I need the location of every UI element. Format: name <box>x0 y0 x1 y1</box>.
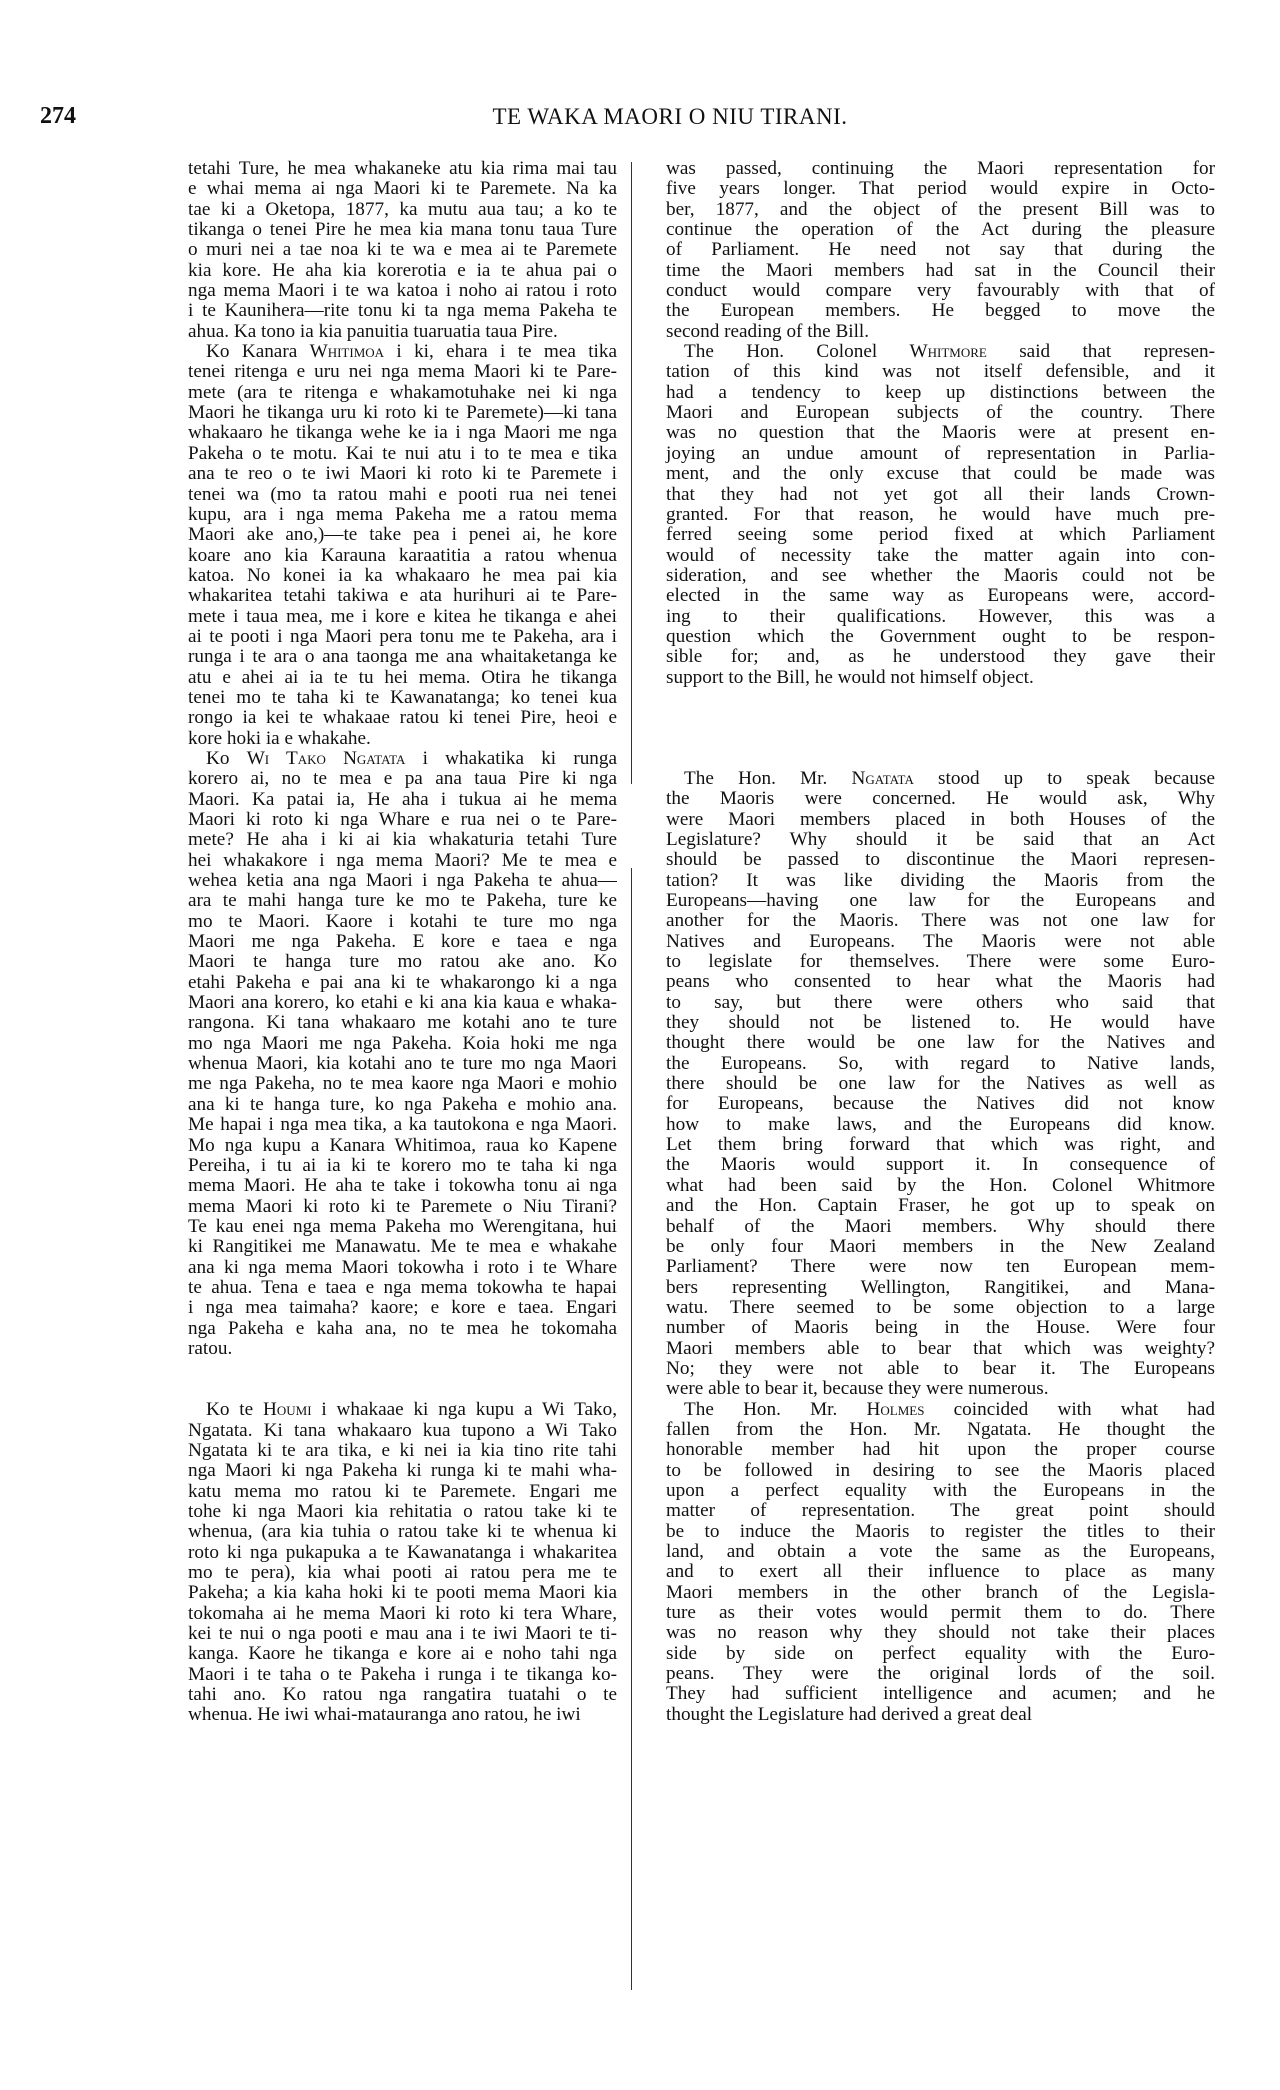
text-line: bers representing Wellington, Rangitikei, and Mana- <box>666 1277 1215 1298</box>
text-line: Mo nga kupu a Kanara Whitimoa, raua ko Kapene <box>188 1135 617 1156</box>
text-line: whakaritea tetahi takiwa e ata hurihuri ai te Pare- <box>188 586 617 607</box>
line-text: said that represen- <box>986 342 1215 363</box>
text-line: elected in the same way as Europeans were, accord- <box>666 586 1215 607</box>
text-line: kupu, ara i nga mema Pakeha me a ratou mema <box>188 504 617 525</box>
text-line: tation? It was like dividing the Maoris from the <box>666 870 1215 891</box>
text-line: whakaaro he tikanga wehe ke ia i nga Maori me nga <box>188 423 617 444</box>
text-line: be to induce the Maoris to register the titles to their <box>666 1521 1215 1542</box>
text-line: mema Maori ki roto ki te Paremete o Niu Tirani? <box>188 1196 617 1217</box>
text-line <box>643 342 1215 362</box>
text-line: Maori ki roto ki nga Whare e rua nei o te Pare- <box>188 810 617 830</box>
text-line: and to exert all their influence to place as many <box>666 1562 1215 1583</box>
text-line: what had been said by the Hon. Colonel Whitmore <box>666 1175 1215 1196</box>
text-line: the Europeans. So, with regard to Native lands, <box>666 1053 1215 1074</box>
text-line: whenua. He iwi whai-matauranga ano ratou, he iwi <box>188 1705 581 1726</box>
line-text: stood up to speak because <box>913 768 1215 789</box>
text-line: roto ki nga pukapuka a te Kawanatanga i whakaritea <box>188 1542 617 1563</box>
text-line: and the Hon. Captain Fraser, he got up to speak on <box>666 1196 1215 1217</box>
text-line: me nga Pakeha, no te mea kaore nga Maori e mohio <box>188 1074 617 1095</box>
text-line: Legislature? Why should it be said that an Act <box>666 829 1215 850</box>
text-line: ture as their votes would permit them to do. There <box>666 1603 1215 1624</box>
text-line: was no reason why they should not take their places <box>666 1623 1215 1644</box>
text-line: Pereiha, i tu ai ia ki te korero mo te taha ki nga <box>188 1155 617 1176</box>
text-line: tae ki a Oketopa, 1877, ka mutu aua tau; a ko te <box>188 199 617 220</box>
speaker-prefix: Ko Kanara <box>206 342 310 363</box>
paragraph <box>165 749 617 1359</box>
text-line: i nga mea taimaha? kaore; e kore e taea. Engari <box>188 1298 617 1319</box>
text-line: second reading of the Bill. <box>666 321 870 342</box>
text-line: behalf of the Maori members. Why should there <box>666 1216 1215 1237</box>
text-line: mema Maori. He aha te take i tokowha tonu ai nga <box>188 1176 617 1197</box>
text-line <box>643 769 1215 789</box>
text-line: Me hapai i nga mea tika, a ka tautokona e nga Maori. <box>188 1115 617 1136</box>
text-line: nga mema Maori i te wa katoa i noho ai ratou i roto <box>188 281 617 302</box>
text-line: o muri nei a tae noa ki te wa e mea ai te Paremete <box>188 240 617 261</box>
text-line: tahi ano. Ko ratou nga rangatira tuatahi o te <box>188 1685 617 1706</box>
text-line: kei te nui o nga pooti e mau ana i te iwi Maori te ti- <box>188 1624 617 1645</box>
text-line: time the Maori members had sat in the Council their <box>666 260 1215 281</box>
speaker-name: Houmi <box>263 1400 312 1421</box>
speaker-name: Whitimoa <box>309 342 385 363</box>
paragraph <box>165 342 617 749</box>
text-line: there should be one law for the Natives as well as <box>666 1074 1215 1095</box>
speaker-prefix: The Hon. Colonel <box>684 342 910 363</box>
text-line: mo te pera), kia whai pooti ai ratou pera me te <box>188 1563 617 1584</box>
text-line: ana ki te hanga ture, ko nga Pakeha e mohio ana. <box>188 1094 617 1115</box>
text-line: another for the Maoris. There was not one law for <box>666 911 1215 932</box>
text-line: koare ano kia Karauna karaatitia a ratou whenua <box>188 545 617 566</box>
maori-text-column <box>165 159 617 1726</box>
text-line: whenua, (ara kia tuhia o ratou take ki te whenua ki <box>188 1522 617 1543</box>
speaker-name: Wi Tako Ngatata <box>246 748 406 769</box>
text-line: rangona. Ki tana whakaaro me kotahi ano te ture <box>188 1013 617 1034</box>
text-line: hei whakakore i nga mema Maori? Me te mea e <box>188 850 617 871</box>
text-line: te ahua. Tena e taea e nga mema tokowha te hapai <box>188 1277 617 1298</box>
running-head-title: TE WAKA MAORI O NIU TIRANI. <box>492 104 848 129</box>
text-line: to be followed in desiring to see the Maoris placed <box>666 1460 1215 1481</box>
text-line: ing to their qualifications. However, this was a <box>666 606 1215 627</box>
text-line: five years longer. That period would expire in Octo- <box>666 179 1215 200</box>
text-line: kia kore. He aha kia korerotia e ia te ahua pai o <box>188 260 617 281</box>
text-line: Maori me nga Pakeha. E kore e taea e nga <box>188 932 617 953</box>
text-line: ber, 1877, and the object of the present Bill was to <box>666 199 1215 220</box>
text-line: thought the Legislature had derived a great deal <box>666 1704 1033 1725</box>
text-line: they should not be listened to. He would have <box>666 1013 1215 1034</box>
paragraph <box>165 1400 617 1726</box>
text-line: Ngatata ki te ara tika, e ki nei ia kia tino rite tahi <box>188 1440 617 1461</box>
text-line: the European members. He begged to move the <box>666 301 1215 322</box>
text-line: that they had not yet got all their lands Crown- <box>666 484 1215 505</box>
text-line: mo te Maori. Kaore i kotahi te ture mo nga <box>188 911 617 932</box>
text-line: thought there would be one law for the Natives and <box>666 1033 1215 1054</box>
text-line: the Maoris were concerned. He would ask, Why <box>666 789 1215 810</box>
english-text-column <box>643 159 1215 1725</box>
line-text: i whakatika ki runga <box>405 748 617 769</box>
text-line: ferred seeing some period fixed at which Parliament <box>666 525 1215 546</box>
paragraph <box>643 342 1215 688</box>
speaker-name: Holmes <box>866 1399 925 1420</box>
text-line: tation of this kind was not itself defensible, and it <box>666 362 1215 383</box>
line-text: i whakaae ki nga kupu a Wi Tako, <box>311 1400 617 1421</box>
text-line: Te kau enei nga mema Pakeha mo Werengitana, hui <box>188 1216 617 1237</box>
text-line: be only four Maori members in the New Zealand <box>666 1236 1215 1257</box>
text-line: Maori i te taha o te Pakeha i runga i te tikanga ko- <box>188 1664 617 1685</box>
text-line: kore hoki ia e whakahe. <box>188 728 371 749</box>
text-line: Maori members able to bear that which was weighty? <box>666 1338 1215 1359</box>
text-line: Maori and European subjects of the country. There <box>666 403 1215 424</box>
text-line: of Parliament. He need not say that during the <box>666 240 1215 261</box>
speaker-prefix: The Hon. Mr. <box>684 768 852 789</box>
text-line: mete i taua mea, me i kore e kitea he tikanga e ahei <box>188 606 617 627</box>
text-line: Ngatata. Ki tana whakaaro kua tupono a Wi Tako <box>188 1420 617 1441</box>
text-line: ana ki nga mema Maori tokowha i roto i te Whare <box>188 1257 617 1278</box>
column-divider <box>631 868 632 1990</box>
speaker-prefix: The Hon. Mr. <box>684 1399 867 1420</box>
text-line: ai te pooti i nga Maori pera tonu me te Pakeha, ara i <box>188 626 617 647</box>
text-line: joying an undue amount of representation in Parlia- <box>666 443 1215 464</box>
column-gap <box>165 1359 617 1400</box>
text-line: the Maoris would support it. In consequence of <box>666 1155 1215 1176</box>
text-line: tenei mo te taha ki te Kawanatanga; ko tenei kua <box>188 687 617 708</box>
text-line: sible for; and, as he understood they gave their <box>666 647 1215 668</box>
text-line: how to make laws, and the Europeans did know. <box>666 1114 1215 1135</box>
text-line: i te Kaunihera—rite tonu ki ta nga mema Pakeha te <box>188 301 617 322</box>
page-number: 274 <box>40 103 76 129</box>
paragraph <box>165 159 617 342</box>
line-text: i ki, ehara i te mea tika <box>384 342 617 363</box>
text-line: korero ai, no te mea e pa ana taua Pire ki nga <box>188 769 617 790</box>
text-line: number of Maoris being in the House. Were four <box>666 1318 1215 1339</box>
text-line: had a tendency to keep up distinctions between the <box>666 382 1215 403</box>
text-line: upon a perfect equality with the Europeans in the <box>666 1480 1215 1501</box>
paragraph <box>643 769 1215 1400</box>
text-line: watu. There seemed to be some objection to a large <box>666 1297 1215 1318</box>
text-line: were able to bear it, because they were numerous. <box>666 1379 1049 1400</box>
text-line: should be passed to discontinue the Maori represen- <box>666 850 1215 871</box>
text-line: tetahi Ture, he mea whakaneke atu kia rima mai tau <box>188 159 617 179</box>
text-line: Let them bring forward that which was right, and <box>666 1135 1215 1156</box>
text-line: support to the Bill, he would not himself object. <box>666 667 1034 688</box>
text-line: Maori he tikanga uru ki roto ki te Paremete)—ki tana <box>188 403 617 424</box>
text-line: Natives and Europeans. The Maoris were not able <box>666 931 1215 952</box>
text-line: tohe ki nga Maori kia rehitatia o ratou take ki te <box>188 1502 617 1522</box>
text-line: mo nga Maori me nga Pakeha. Koia hoki me nga <box>188 1033 617 1054</box>
text-line: honorable member had hit upon the proper course <box>666 1440 1215 1461</box>
text-line: ratou. <box>188 1338 233 1359</box>
text-line: to legislate for themselves. There were some Euro- <box>666 952 1215 973</box>
speaker-name: Whitmore <box>909 342 987 363</box>
text-line: atu e ahei ai ia te tu hei mema. Otira he tikanga <box>188 667 617 688</box>
text-line: peans. They were the original lords of the soil. <box>666 1664 1215 1685</box>
text-line <box>165 1400 617 1420</box>
paragraph <box>643 159 1215 342</box>
text-line: ahua. Ka tono ia kia panuitia tuaruatia taua Pire. <box>188 321 558 342</box>
text-line <box>165 749 617 769</box>
text-line: Pakeha o te motu. Kai te nui atu i to te mea e tika <box>188 443 617 464</box>
text-line: e whai mema ai nga Maori ki te Paremete. Na ka <box>188 179 617 200</box>
text-line: tenei ritenga e uru nei nga mema Maori ki te Pare- <box>188 362 617 383</box>
text-line: They had sufficient intelligence and acumen; and he <box>666 1684 1215 1705</box>
speaker-prefix: Ko te <box>206 1400 263 1421</box>
text-line: Maori ake ano,)—te take pea i penei ai, he kore <box>188 525 617 546</box>
text-line: ki Rangitikei me Manawatu. Me te mea e whakahe <box>188 1237 617 1258</box>
text-line: land, and obtain a vote the same as the Europeans, <box>666 1542 1215 1562</box>
text-line: mete (ara te ritenga e whakamotuhake nei ki nga <box>188 382 617 403</box>
text-line: runga i te ara o ana taonga me ana whaitaketanga ke <box>188 647 617 668</box>
text-line: nga Maori ki nga Pakeha ki runga ki te mahi wha- <box>188 1461 617 1482</box>
text-line <box>643 1400 1215 1420</box>
text-line: etahi Pakeha e pai ana ki te whakarongo ki a nga <box>188 972 617 993</box>
column-gap <box>643 688 1215 769</box>
text-line: continue the operation of the Act during the pleasure <box>666 220 1215 241</box>
line-text: coincided with what had <box>924 1399 1215 1420</box>
text-line: was no question that the Maoris were at present en- <box>666 423 1215 444</box>
text-line: tokomaha ai he mema Maori ki roto ki tera Whare, <box>188 1603 617 1624</box>
text-line: kanga. Kaore he tikanga e kore ai e noho tahi nga <box>188 1644 617 1665</box>
speaker-prefix: Ko <box>206 748 247 769</box>
text-line: No; they were not able to bear it. The Europeans <box>666 1358 1215 1379</box>
text-line: ana te reo o te iwi Maori ki roto ki te Paremete i <box>188 464 617 485</box>
text-line: question which the Government ought to be respon- <box>666 626 1215 647</box>
text-line <box>165 342 617 362</box>
text-line: tenei wa (mo ta ratou mahi e pooti rua nei tenei <box>188 484 617 505</box>
text-line: fallen from the Hon. Mr. Ngatata. He thought the <box>666 1419 1215 1440</box>
text-line: would of necessity take the matter again into con- <box>666 545 1215 566</box>
text-line: Maori members in the other branch of the Legisla- <box>666 1582 1215 1603</box>
text-line: was passed, continuing the Maori representation for <box>666 159 1215 179</box>
text-line: were Maori members placed in both Houses of the <box>666 809 1215 830</box>
text-line: granted. For that reason, he would have much pre- <box>666 504 1215 525</box>
speaker-name: Ngatata <box>851 768 914 789</box>
text-line: ment, and the only excuse that could be made was <box>666 464 1215 485</box>
text-line: matter of representation. The great point should <box>666 1501 1215 1522</box>
text-line: for Europeans, because the Natives did not know <box>666 1094 1215 1115</box>
text-line: Parliament? There were now ten European mem- <box>666 1257 1215 1278</box>
text-line: conduct would compare very favourably with that of <box>666 281 1215 302</box>
paragraph <box>643 1400 1215 1726</box>
text-line: sideration, and see whether the Maoris could not be <box>666 565 1215 586</box>
text-line: Europeans—having one law for the Europeans and <box>666 891 1215 911</box>
text-line: whenua Maori, kia kotahi ano te ture mo nga Maori <box>188 1054 617 1075</box>
text-line: nga Pakeha e kaha ana, no te mea he tokomaha <box>188 1318 617 1339</box>
text-line: katu mema mo ratou ki te Paremete. Engari me <box>188 1481 617 1502</box>
text-line: Pakeha; a kia kaha hoki ki te pooti mema Maori kia <box>188 1583 617 1604</box>
text-line: mete? He aha i ki ai kia whakaturia tetahi Ture <box>188 830 617 851</box>
text-line: ara te mahi hanga ture ke mo te Pakeha, ture ke <box>188 891 617 912</box>
text-line: Maori. Ka patai ia, He aha i tukua ai he mema <box>188 789 617 810</box>
text-line: Maori te hanga ture mo ratou ake ano. Ko <box>188 952 617 973</box>
text-line: katoa. No konei ia ka whakaaro he mea pai kia <box>188 565 617 586</box>
text-line: Maori ana korero, ko etahi e ki ana kia kaua e whaka- <box>188 993 617 1014</box>
text-line: rongo ia kei te whakaae ratou ki tenei Pire, heoi e <box>188 708 617 729</box>
text-line: wehea ketia ana nga Maori i nga Pakeha te ahua— <box>188 871 617 892</box>
text-line: to say, but there were others who said that <box>666 992 1215 1013</box>
column-divider <box>631 162 632 784</box>
text-line: tikanga o tenei Pire he mea kia mana tonu taua Ture <box>188 220 617 241</box>
text-line: side by side on perfect equality with the Euro- <box>666 1643 1215 1664</box>
text-line: peans who consented to hear what the Maoris had <box>666 972 1215 993</box>
